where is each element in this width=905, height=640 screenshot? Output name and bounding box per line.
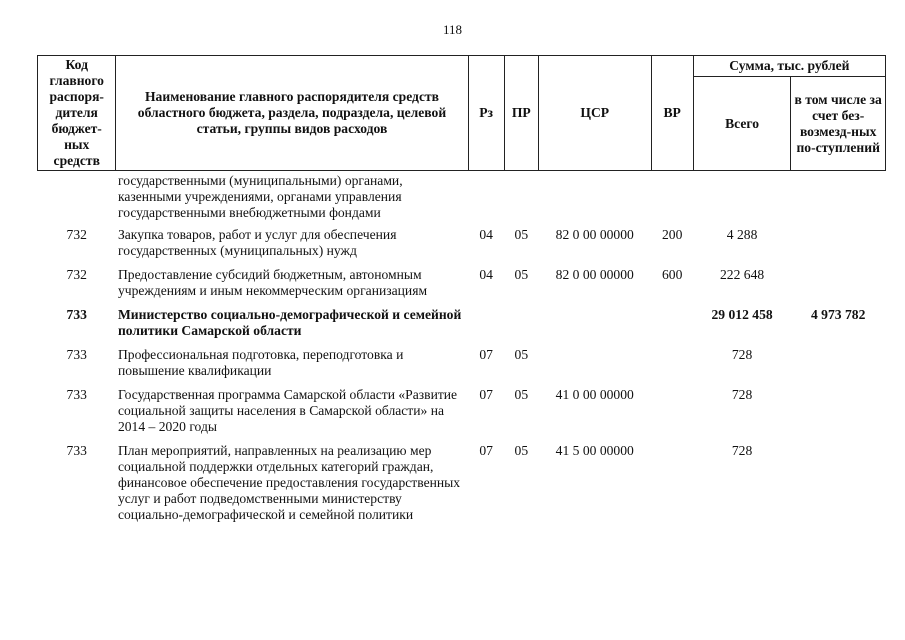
row-csr (538, 171, 651, 228)
table-row (38, 227, 886, 267)
row-name: государственными (муниципальными) органами, казенными учреждениями, органами управления государственными внебюджетными фондами (117, 173, 403, 220)
header-vr: ВР (651, 56, 693, 171)
row-name: Предоставление субсидий бюджетным, автономным учреждениям и иным некоммерческим организациям (117, 267, 428, 298)
header-code: Код главного распоря-дителя бюджет-ных средств (38, 56, 116, 171)
row-rz: 04 (479, 227, 493, 242)
row-total: 29 012 458 (711, 307, 773, 322)
header-sum: Сумма, тыс. рублей (693, 56, 885, 77)
row-code: 733 (66, 347, 87, 362)
row-vr (651, 387, 693, 443)
row-total: 728 (731, 347, 753, 362)
row-csr (538, 307, 651, 347)
row-including (791, 267, 886, 307)
page-number: 118 (442, 22, 463, 37)
header-total: Всего (693, 77, 791, 171)
row-csr (538, 347, 651, 387)
row-code: 733 (66, 387, 87, 402)
table-row (38, 347, 886, 387)
row-including (791, 171, 886, 228)
row-name: Профессиональная подготовка, переподготовка и повышение квалификации (117, 347, 404, 378)
row-vr: 600 (661, 267, 683, 282)
row-vr (651, 171, 693, 228)
header-pr: ПР (504, 56, 538, 171)
row-total (693, 171, 791, 228)
row-name: Закупка товаров, работ и услуг для обеспечения государственных (муниципальных) нужд (117, 227, 397, 258)
row-pr: 05 (514, 347, 529, 362)
header-including: в том числе за счет без-возмезд-ных по-ступлений (791, 77, 886, 171)
row-total: 222 648 (719, 267, 765, 282)
row-code: 733 (66, 307, 87, 322)
row-csr: 41 5 00 00000 (555, 443, 634, 458)
row-code: 733 (66, 443, 87, 458)
row-rz: 07 (479, 347, 493, 362)
row-rz: 07 (479, 387, 493, 402)
row-including (791, 347, 886, 387)
row-including (791, 227, 886, 267)
row-vr (651, 347, 693, 387)
budget-table (37, 55, 886, 531)
row-name: План мероприятий, направленных на реализацию мер социальной поддержки отдельных категорий граждан, финансовое обеспечение предоставления государственных услуг и работ подведомственными министерству социально-демографической и семейной политики (117, 443, 461, 522)
row-code: 732 (66, 267, 87, 282)
row-pr: 05 (514, 387, 529, 402)
row-pr (504, 171, 538, 228)
row-vr: 200 (661, 227, 683, 242)
row-vr (651, 443, 693, 531)
table-header (38, 56, 886, 171)
row-rz (468, 307, 504, 347)
row-including (791, 387, 886, 443)
row-pr: 05 (514, 267, 529, 282)
row-total: 728 (731, 387, 753, 402)
row-csr: 82 0 00 00000 (555, 227, 634, 242)
header-rz: Рз (468, 56, 504, 171)
row-rz (468, 171, 504, 228)
row-csr: 41 0 00 00000 (555, 387, 634, 402)
header-csr: ЦСР (538, 56, 651, 171)
row-name: Государственная программа Самарской области «Развитие социальной защиты населения в Самарской области» на 2014 – 2020 годы (117, 387, 458, 434)
table-row-ministry (38, 307, 886, 347)
row-code (38, 171, 116, 228)
table-row (38, 267, 886, 307)
row-total: 4 288 (726, 227, 758, 242)
table-row (38, 171, 886, 228)
header-name: Наименование главного распорядителя средств областного бюджета, раздела, подраздела, целевой статьи, группы видов расходов (116, 56, 468, 171)
row-name: Министерство социально-демографической и семейной политики Самарской области (117, 307, 462, 338)
row-including (791, 443, 886, 531)
row-total: 728 (731, 443, 753, 458)
table-row (38, 387, 886, 443)
row-pr: 05 (514, 443, 529, 458)
row-including: 4 973 782 (810, 307, 866, 322)
row-code: 732 (66, 227, 87, 242)
table-row (38, 443, 886, 531)
table-body (38, 171, 886, 532)
row-rz: 04 (479, 267, 493, 282)
row-pr (504, 307, 538, 347)
row-vr (651, 307, 693, 347)
row-pr: 05 (514, 227, 529, 242)
row-csr: 82 0 00 00000 (555, 267, 634, 282)
row-rz: 07 (479, 443, 493, 458)
